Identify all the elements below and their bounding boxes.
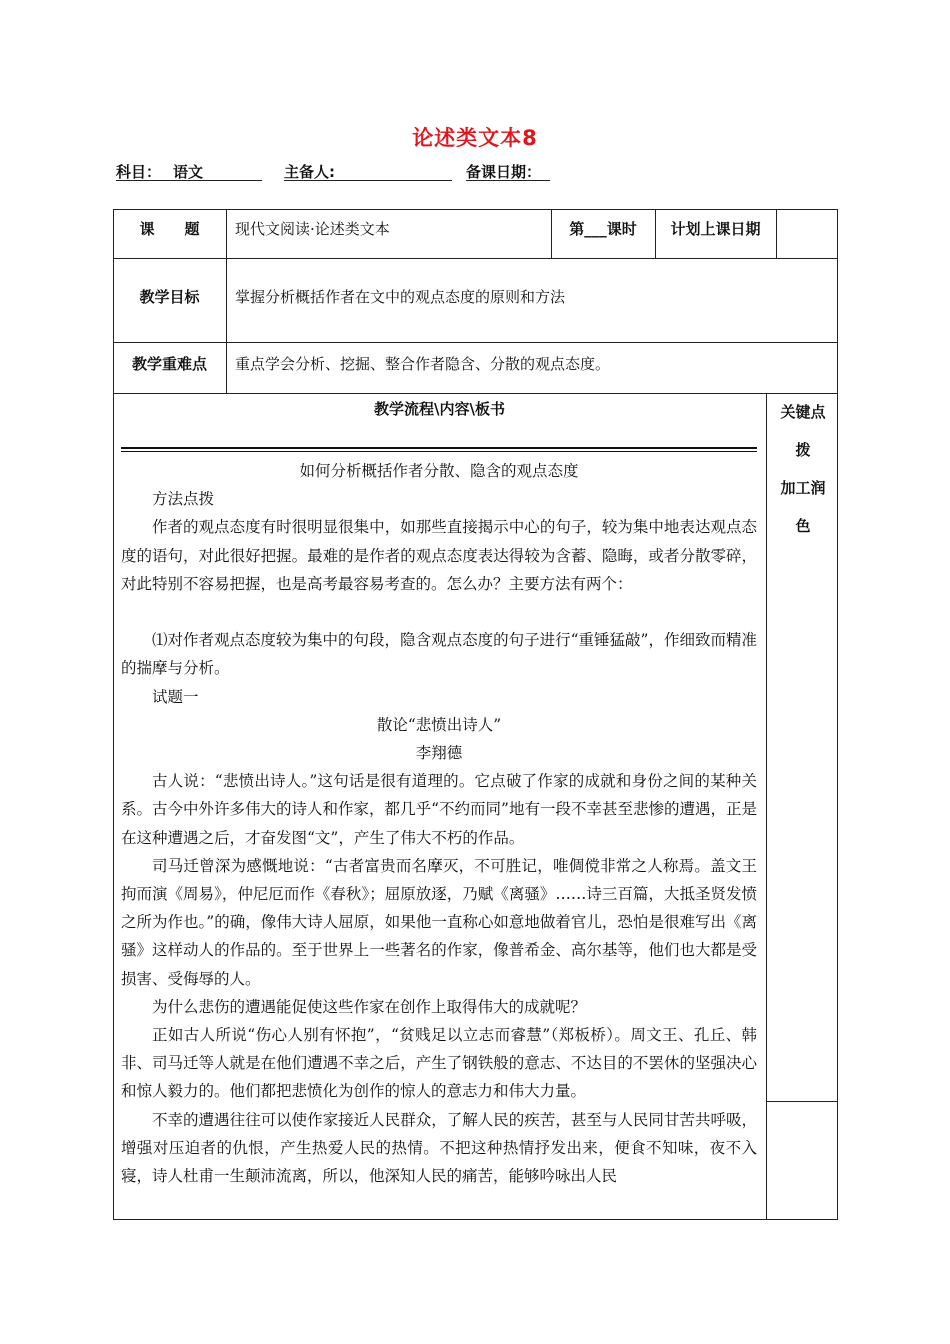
thin-rule xyxy=(121,451,757,452)
row-divider xyxy=(113,342,838,343)
side-col-divider xyxy=(766,393,767,1220)
col-divider xyxy=(776,209,777,258)
exercise-label: 试题一 xyxy=(152,687,199,706)
period-label: 第___课时 xyxy=(569,220,637,238)
side-divider xyxy=(766,1101,838,1102)
goal-label: 教学目标 xyxy=(139,288,200,306)
essay-title: 散论“悲愤出诗人” xyxy=(376,715,502,734)
subject-underline xyxy=(116,180,262,181)
paragraph: ⑴对作者观点态度较为集中的句段，隐含观点态度的句子进行“重锤猛敲”，作细致而精准的揣摩与分析。 xyxy=(121,631,757,678)
lesson-content xyxy=(121,457,757,1190)
content-heading: 如何分析概括作者分散、隐含的观点态度 xyxy=(299,462,579,480)
paragraph: 不幸的遭遇往往可以使作家接近人民群众，了解人民的疾苦，甚至与人民同甘苦共呼吸，增强对压迫者的仇恨，产生热爱人民的热情。不把这种热情抒发出来，便食不知味，夜不入寝，诗人杜甫一生颠沛流离，所以，他深知人民的痛苦，能够吟咏出人民 xyxy=(121,1110,757,1186)
date-label: 备课日期： xyxy=(466,163,542,181)
side-label-line: 色 xyxy=(795,517,811,535)
paragraph: 正如古人所说“伤心人别有怀抱”，“贫贱足以立志而睿慧”（郑板桥）。周文王、孔丘、韩非、司马迁等人就是在他们遭遇不幸之后，产生了钢铁般的意志、不达目的不罢休的坚强决心和惊人毅力的。他们都把悲愤化为创作的惊人的意志力和伟大力量。 xyxy=(121,1026,757,1101)
preparer-label: 主备人: xyxy=(284,163,335,181)
focus-label: 教学重难点 xyxy=(131,355,207,373)
subject-label: 科目： xyxy=(116,163,162,181)
col-divider xyxy=(226,209,227,393)
paragraph: 为什么悲伤的遭遇能促使这些作家在创作上取得伟大的成就呢？ xyxy=(152,997,587,1016)
preparer-underline xyxy=(284,180,452,181)
date-underline xyxy=(466,180,550,181)
subject-value: 语文 xyxy=(173,163,204,181)
topic-value: 现代文阅读·论述类文本 xyxy=(235,220,390,238)
paragraph: 古人说：“悲愤出诗人。”这句话是很有道理的。它点破了作家的成就和身份之间的某种关系。古今中外许多伟大的诗人和作家，都几乎“不约而同”地有一段不幸甚至悲惨的遭遇，正是在这种遭遇之后，才奋发图“文”，产生了伟大不朽的作品。 xyxy=(121,772,757,847)
essay-author: 李翔德 xyxy=(415,744,463,763)
paragraph: 司马迁曾深为感慨地说：“古者富贵而名摩灭，不可胜记，唯倜傥非常之人称焉。盖文王拘而演《周易》，仲尼厄而作《春秋》；屈原放逐，乃赋《离骚》……诗三百篇，大抵圣贤发愤之所为作也。”的确，像伟大诗人屈原，如果他一直称心如意地做着官儿，恐怕是很难写出《离骚》这样动人的作品的。至于世界上一些著名的作家，像普希金、高尔基等，他们也大都是受损害、受侮辱的人。 xyxy=(121,856,757,988)
blank-line xyxy=(121,598,757,626)
side-label-line: 加工润 xyxy=(780,479,826,497)
topic-label: 课 题 xyxy=(139,220,200,238)
row-divider xyxy=(113,258,838,259)
page-title: 论述类文本8 xyxy=(412,126,538,150)
focus-value: 重点学会分析、挖掘、整合作者隐含、分散的观点态度。 xyxy=(235,355,611,373)
paragraph: 作者的观点态度有时很明显很集中，如那些直接揭示中心的句子，较为集中地表达观点态度的语句，对此很好把握。最难的是作者的观点态度表达得较为含蓄、隐晦，或者分散零碎，对此特别不容易把握，也是高考最容易考查的。怎么办？主要方法有两个： xyxy=(121,518,757,593)
goal-value: 掌握分析概括作者在文中的观点态度的原则和方法 xyxy=(235,288,566,306)
thick-rule xyxy=(121,447,757,449)
row-divider xyxy=(113,393,838,394)
side-label-line: 关键点 xyxy=(780,403,826,421)
plan-date-label: 计划上课日期 xyxy=(670,220,761,238)
side-label-line: 拨 xyxy=(795,441,811,459)
flow-label: 教学流程\内容\板书 xyxy=(374,400,505,418)
method-label: 方法点拨 xyxy=(152,490,215,509)
side-notes xyxy=(770,393,836,545)
